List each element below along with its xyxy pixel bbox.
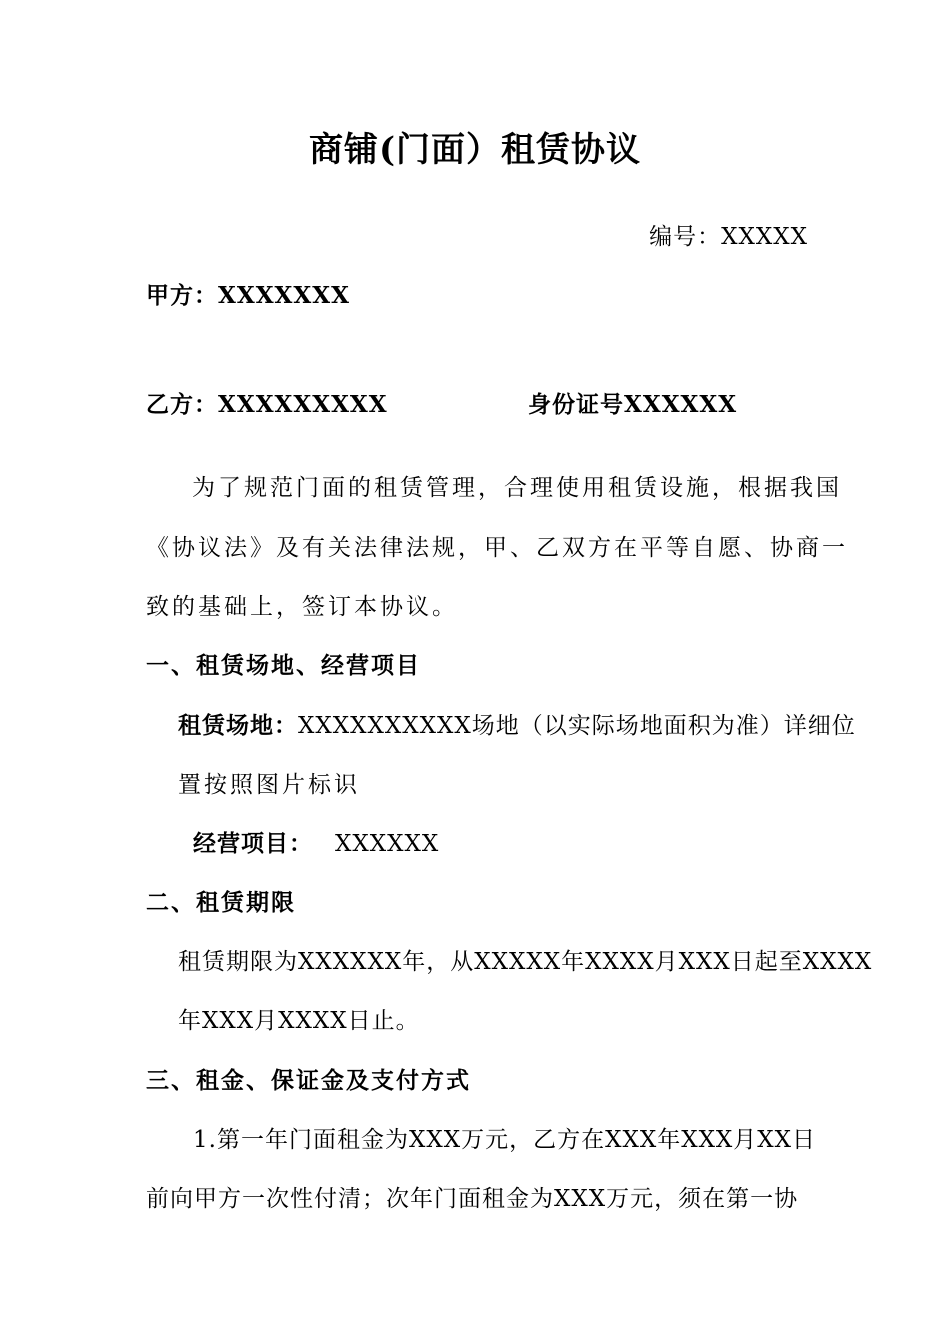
project-label: 经营项目：	[193, 830, 313, 857]
section-2-heading: 二、租赁期限	[146, 889, 296, 916]
serial-number: 编号：XXXXX	[649, 224, 808, 250]
project-value: XXXXXX	[335, 831, 440, 857]
site-line-2: 置按照图片标识	[178, 772, 360, 798]
id-number: 身份证号XXXXXX	[528, 391, 738, 418]
section-1-heading: 一、租赁场地、经营项目	[146, 652, 421, 679]
site-label: 租赁场地：	[178, 712, 298, 739]
project-line	[193, 829, 439, 859]
site-line-1	[178, 711, 856, 741]
term-line-2: 年XXX月XXXX日止。	[178, 1008, 420, 1034]
intro-line-2: 《协议法》及有关法律法规，甲、乙双方在平等自愿、协商一	[146, 535, 848, 561]
party-b: 乙方：XXXXXXXXX	[146, 391, 388, 418]
term-line-1: 租赁期限为XXXXXX年，从XXXXX年XXXX月XXX日起至XXXX	[178, 949, 873, 975]
document-title: 商铺(门面）租赁协议	[308, 130, 642, 170]
rent-line-1: 1.第一年门面租金为XXX万元，乙方在XXX年XXX月XX日	[193, 1127, 817, 1153]
intro-line-3: 致的基础上，签订本协议。	[146, 594, 458, 620]
site-text: XXXXXXXXXX场地（以实际场地面积为准）详细位	[298, 713, 856, 739]
rent-line-2: 前向甲方一次性付清；次年门面租金为XXX万元，须在第一协	[146, 1186, 799, 1212]
intro-line-1: 为了规范门面的租赁管理，合理使用租赁设施，根据我国	[192, 475, 842, 501]
party-a: 甲方：XXXXXXX	[146, 282, 350, 309]
section-3-heading: 三、租金、保证金及支付方式	[146, 1067, 471, 1094]
